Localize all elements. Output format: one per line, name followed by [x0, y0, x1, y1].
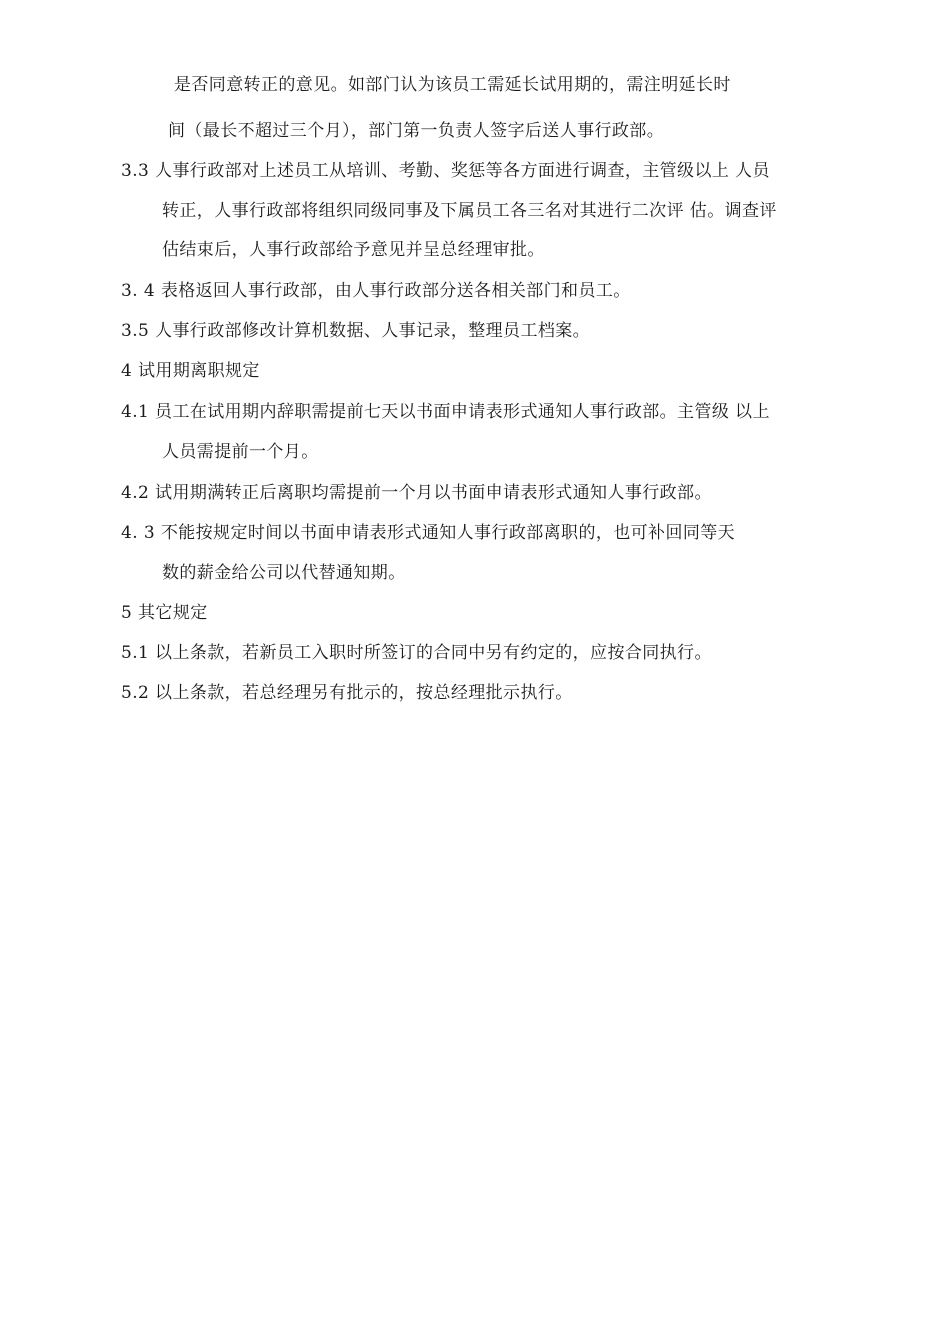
paragraph-line: 数的薪金给公司以代替通知期。: [162, 563, 406, 583]
clause-3-3: 3.3 人事行政部对上述员工从培训、考勤、奖惩等各方面进行调查，主管级以上 人员: [121, 161, 770, 181]
clause-3-4: 3. 4 表格返回人事行政部，由人事行政部分送各相关部门和员工。: [121, 281, 631, 301]
clause-5-2: 5.2 以上条款，若总经理另有批示的，按总经理批示执行。: [121, 683, 573, 703]
clause-4-1: 4.1 员工在试用期内辞职需提前七天以书面申请表形式通知人事行政部。主管级 以上: [121, 402, 770, 422]
paragraph-line: 间（最长不超过三个月），部门第一负责人签字后送人事行政部。: [168, 121, 665, 141]
paragraph-line: 人员需提前一个月。: [162, 442, 319, 462]
clause-4-3: 4. 3 不能按规定时间以书面申请表形式通知人事行政部离职的，也可补回同等天: [121, 523, 736, 543]
clause-4-2: 4.2 试用期满转正后离职均需提前一个月以书面申请表形式通知人事行政部。: [121, 483, 712, 503]
paragraph-line: 是否同意转正的意见。如部门认为该员工需延长试用期的，需注明延长时: [174, 75, 731, 95]
clause-5-1: 5.1 以上条款，若新员工入职时所签订的合同中另有约定的，应按合同执行。: [121, 643, 712, 663]
paragraph-line: 估结束后，人事行政部给予意见并呈总经理审批。: [162, 240, 545, 260]
paragraph-line: 转正，人事行政部将组织同级同事及下属员工各三名对其进行二次评 估。调查评: [162, 201, 777, 221]
section-heading-5: 5 其它规定: [121, 603, 208, 623]
section-heading-4: 4 试用期离职规定: [121, 361, 260, 381]
clause-3-5: 3.5 人事行政部修改计算机数据、人事记录，整理员工档案。: [121, 321, 591, 341]
